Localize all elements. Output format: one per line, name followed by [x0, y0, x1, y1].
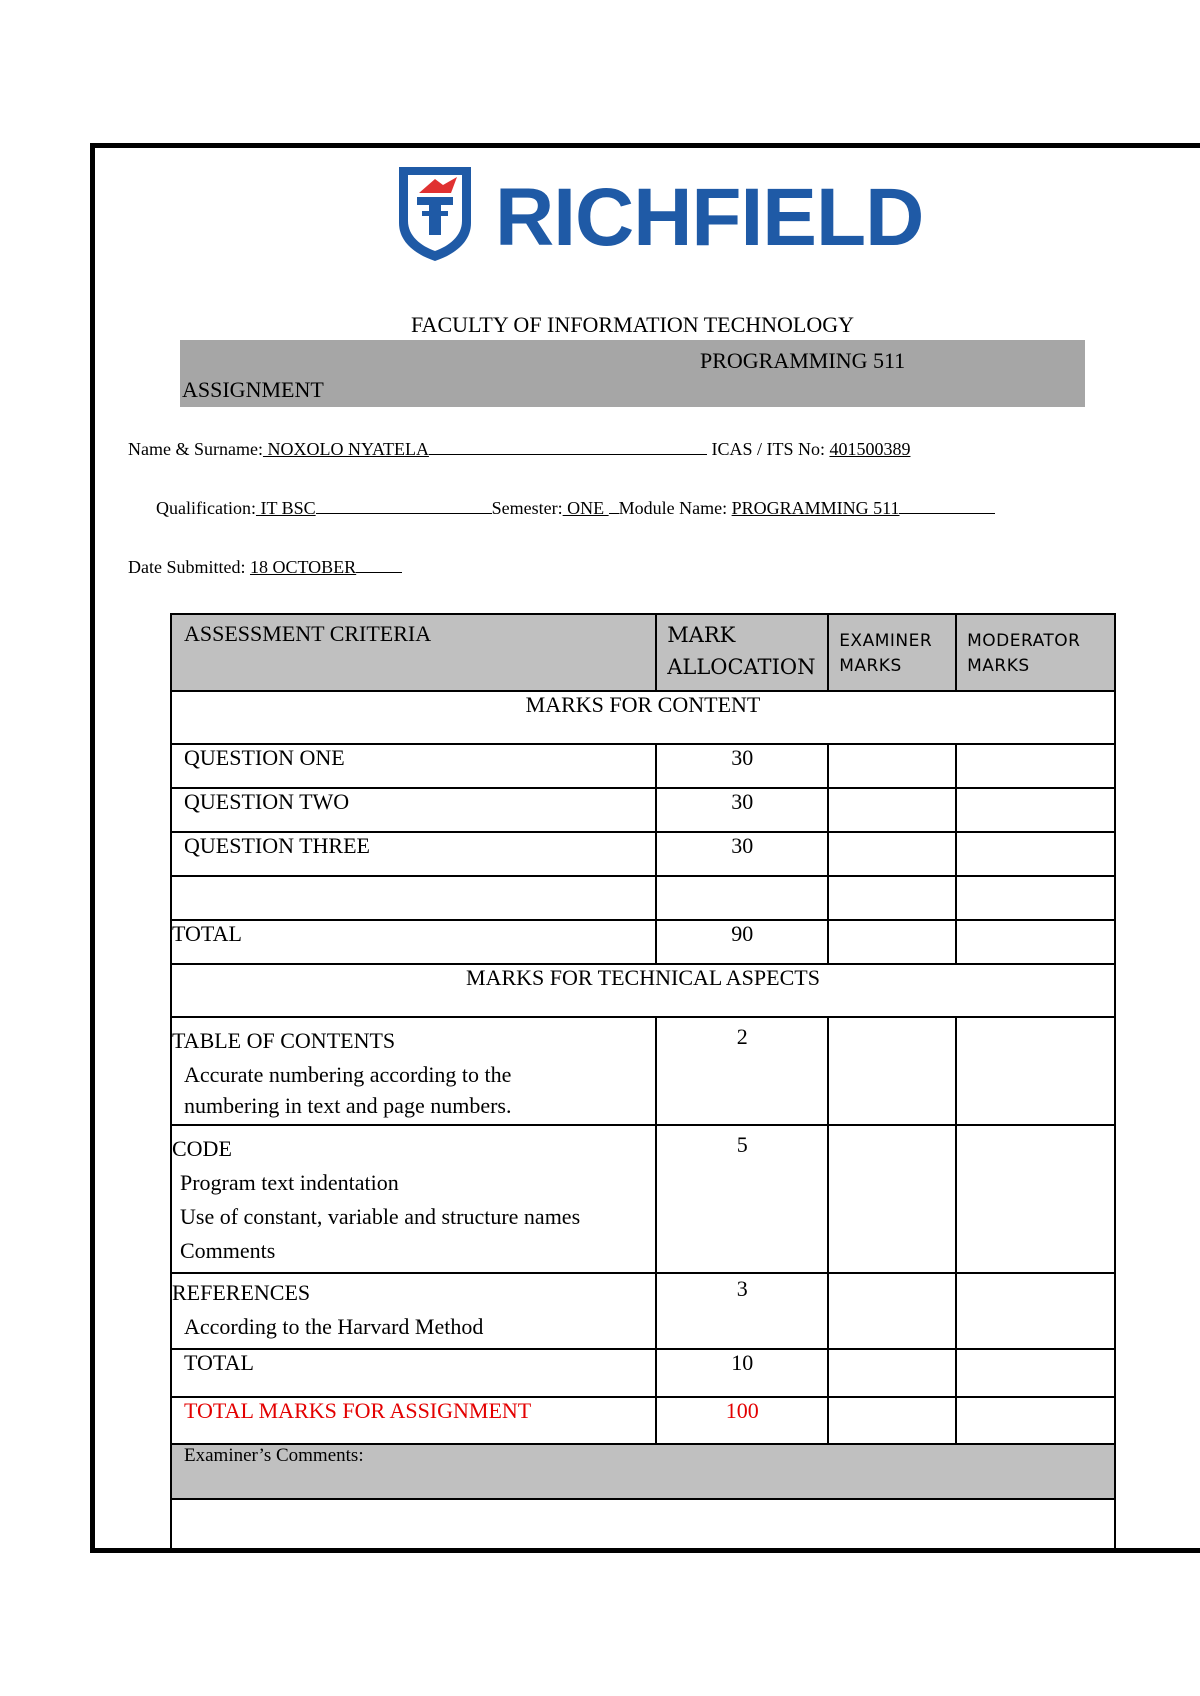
name-line [128, 437, 910, 460]
name-label: Name & Surname: [128, 439, 263, 459]
examiner-mark-cell[interactable] [828, 744, 956, 788]
section-row [171, 964, 1115, 1017]
qualification-underline [316, 496, 492, 514]
comments-entry-row [171, 1499, 1115, 1552]
toc-criteria-cell [171, 1017, 656, 1125]
torch-shield-icon [395, 163, 475, 263]
moderator-mark-cell[interactable] [956, 1125, 1115, 1273]
examiner-comments-label: Examiner’s Comments: [171, 1444, 1115, 1499]
code-line-2: Use of constant, variable and structure names [180, 1204, 581, 1229]
criteria-cell: QUESTION THREE [171, 832, 656, 876]
toc-title: TABLE OF CONTENTS [172, 1028, 396, 1053]
technical-total-mark: 10 [656, 1349, 828, 1397]
module-value[interactable]: PROGRAMMING 511 [731, 498, 900, 518]
header-mark-allocation: MARK ALLOCATION [656, 614, 828, 691]
name-underline [429, 437, 707, 455]
examiner-mark-cell[interactable] [828, 788, 956, 832]
header-criteria: ASSESSMENT CRITERIA [171, 614, 656, 691]
table-header-row [171, 614, 1115, 691]
date-value[interactable]: 18 OCTOBER [249, 557, 357, 577]
grand-total-mark: 100 [656, 1397, 828, 1444]
qualification-line [156, 496, 995, 519]
examiner-mark-cell[interactable] [828, 1125, 956, 1273]
comments-header-row [171, 1444, 1115, 1499]
grand-total-label: TOTAL MARKS FOR ASSIGNMENT [171, 1397, 656, 1444]
table-row [171, 876, 1115, 920]
references-title: REFERENCES [172, 1280, 311, 1305]
examiner-mark-cell[interactable] [828, 876, 956, 920]
references-mark: 3 [656, 1273, 828, 1349]
moderator-mark-cell[interactable] [956, 1273, 1115, 1349]
moderator-mark-cell[interactable] [956, 1349, 1115, 1397]
examiner-comments-field[interactable] [171, 1499, 1115, 1552]
moderator-mark-cell[interactable] [956, 920, 1115, 964]
code-row [171, 1125, 1115, 1273]
title-bar [180, 340, 1085, 407]
examiner-mark-cell[interactable] [828, 1397, 956, 1444]
assessment-table [170, 613, 1116, 1553]
examiner-mark-cell[interactable] [828, 1273, 956, 1349]
section-content-heading: MARKS FOR CONTENT [171, 691, 1115, 744]
toc-line-2: numbering in text and page numbers. [184, 1093, 512, 1118]
criteria-cell: QUESTION TWO [171, 788, 656, 832]
semester-underline [609, 496, 619, 514]
moderator-mark-cell[interactable] [956, 876, 1115, 920]
content-total-mark: 90 [656, 920, 828, 964]
mark-cell: 30 [656, 788, 828, 832]
table-row [171, 744, 1115, 788]
moderator-mark-cell[interactable] [956, 1397, 1115, 1444]
richfield-logo [395, 163, 924, 268]
toc-mark: 2 [656, 1017, 828, 1125]
moderator-mark-cell[interactable] [956, 788, 1115, 832]
toc-line-1: Accurate numbering according to the [184, 1062, 512, 1087]
criteria-cell [171, 876, 656, 920]
table-row [171, 788, 1115, 832]
document-type: ASSIGNMENT [182, 377, 324, 402]
mark-cell [656, 876, 828, 920]
table-row [171, 832, 1115, 876]
date-label: Date Submitted: [128, 557, 246, 577]
date-line [128, 555, 402, 578]
content-total-row [171, 920, 1115, 964]
content-total-label: TOTAL [171, 920, 656, 964]
grand-total-row [171, 1397, 1115, 1444]
qualification-value[interactable]: IT BSC [255, 498, 316, 518]
mark-cell: 30 [656, 832, 828, 876]
code-criteria-cell [171, 1125, 656, 1273]
code-line-3: Comments [180, 1238, 276, 1263]
semester-label: Semester: [491, 498, 563, 518]
references-criteria-cell [171, 1273, 656, 1349]
icas-value[interactable]: 401500389 [829, 439, 911, 459]
icas-label: ICAS / ITS No: [711, 439, 825, 459]
examiner-mark-cell[interactable] [828, 1017, 956, 1125]
brand-name: RICHFIELD [495, 172, 924, 263]
module-label: Module Name: [618, 498, 728, 518]
examiner-mark-cell[interactable] [828, 832, 956, 876]
moderator-mark-cell[interactable] [956, 832, 1115, 876]
code-mark: 5 [656, 1125, 828, 1273]
technical-total-row [171, 1349, 1115, 1397]
faculty-heading: FACULTY OF INFORMATION TECHNOLOGY [410, 312, 855, 337]
semester-value[interactable]: ONE [562, 498, 609, 518]
header-moderator-marks: MODERATOR MARKS [956, 614, 1115, 691]
references-line-1: According to the Harvard Method [184, 1314, 484, 1339]
module-title: PROGRAMMING 511 [700, 348, 906, 373]
examiner-mark-cell[interactable] [828, 1349, 956, 1397]
references-row [171, 1273, 1115, 1349]
module-underline [899, 496, 995, 514]
section-row [171, 691, 1115, 744]
mark-cell: 30 [656, 744, 828, 788]
code-line-1: Program text indentation [180, 1170, 399, 1195]
toc-row [171, 1017, 1115, 1125]
moderator-mark-cell[interactable] [956, 1017, 1115, 1125]
examiner-mark-cell[interactable] [828, 920, 956, 964]
moderator-mark-cell[interactable] [956, 744, 1115, 788]
section-technical-heading: MARKS FOR TECHNICAL ASPECTS [171, 964, 1115, 1017]
technical-total-label: TOTAL [171, 1349, 656, 1397]
criteria-cell: QUESTION ONE [171, 744, 656, 788]
date-underline [356, 555, 402, 573]
code-title: CODE [172, 1136, 232, 1161]
qualification-label: Qualification: [156, 498, 256, 518]
header-examiner-marks: EXAMINER MARKS [828, 614, 956, 691]
name-value[interactable]: NOXOLO NYATELA [262, 439, 429, 459]
